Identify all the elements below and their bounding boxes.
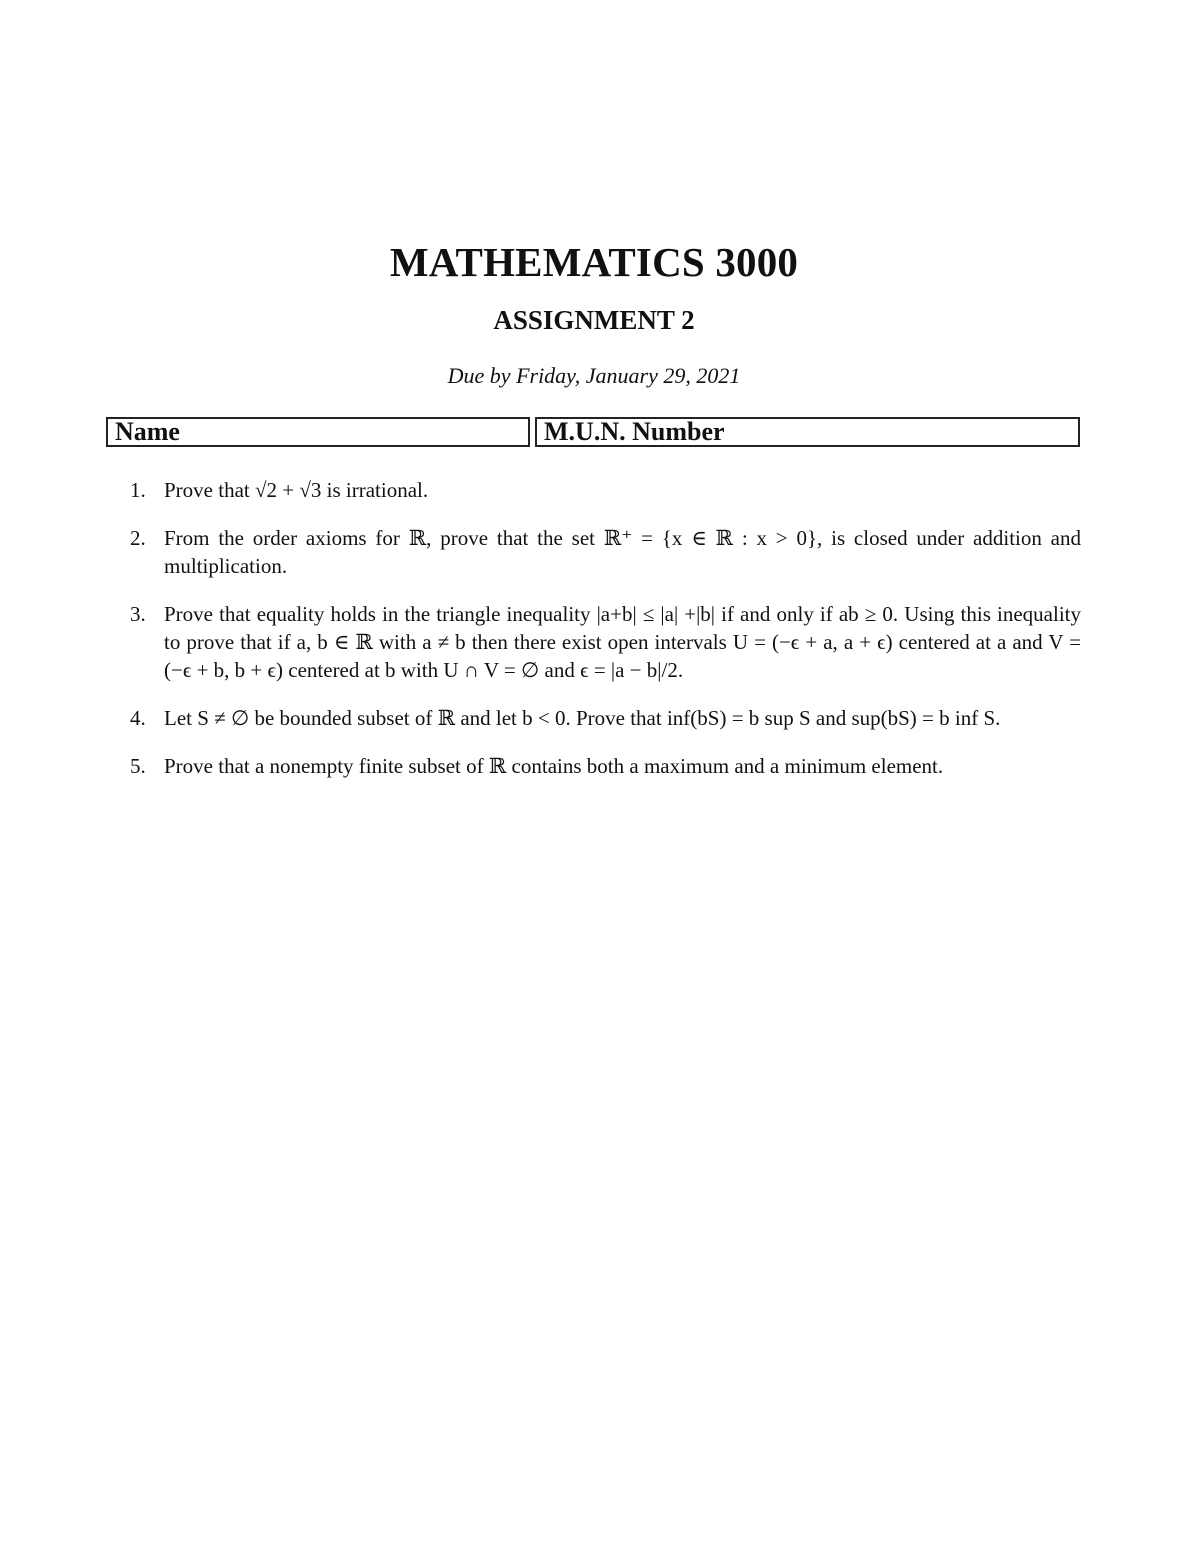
problem-text: Prove that √2 + √3 is irrational. [164, 478, 429, 502]
mun-number-field-label: M.U.N. Number [544, 417, 725, 446]
problem-number: 4. [130, 706, 146, 730]
problem-list [130, 476, 1081, 800]
course-title: MATHEMATICS 3000 [389, 239, 799, 285]
name-field-label: Name [115, 417, 180, 446]
name-field-box [106, 417, 530, 447]
problem-text: Let S ≠ ∅ be bounded subset of ℝ and let b < 0. Prove that inf(bS) = b sup S and sup(bS) = b inf S. [164, 706, 1001, 730]
problem-item [130, 752, 1081, 780]
problem-text: Prove that a nonempty finite subset of ℝ contains both a maximum and a minimum element. [164, 754, 944, 778]
problem-number: 1. [130, 478, 146, 502]
due-date: Due by Friday, January 29, 2021 [447, 363, 741, 388]
problem-item [130, 524, 1081, 580]
assignment-title: ASSIGNMENT 2 [493, 305, 695, 335]
problem-number: 3. [130, 602, 146, 626]
mun-number-field-box [535, 417, 1080, 447]
problem-number: 2. [130, 526, 146, 550]
problem-number: 5. [130, 754, 146, 778]
problem-item [130, 600, 1081, 684]
problem-text: Prove that equality holds in the triangle inequality |a+b| ≤ |a| +|b| if and only if ab ≥ 0. Using this inequality to prove that if a, b ∈ ℝ with a ≠ b then there exist open intervals U = (−ϵ + a, a + ϵ) centered at a and V = (−ϵ + b, b + ϵ) centered at b with U ∩ V = ∅ and ϵ = |a − b|/2. [164, 602, 1081, 682]
problem-text: From the order axioms for ℝ, prove that the set ℝ⁺ = {x ∈ ℝ : x > 0}, is closed under addition and multiplication. [164, 526, 1081, 578]
problem-item [130, 476, 1081, 504]
problem-item [130, 704, 1081, 732]
